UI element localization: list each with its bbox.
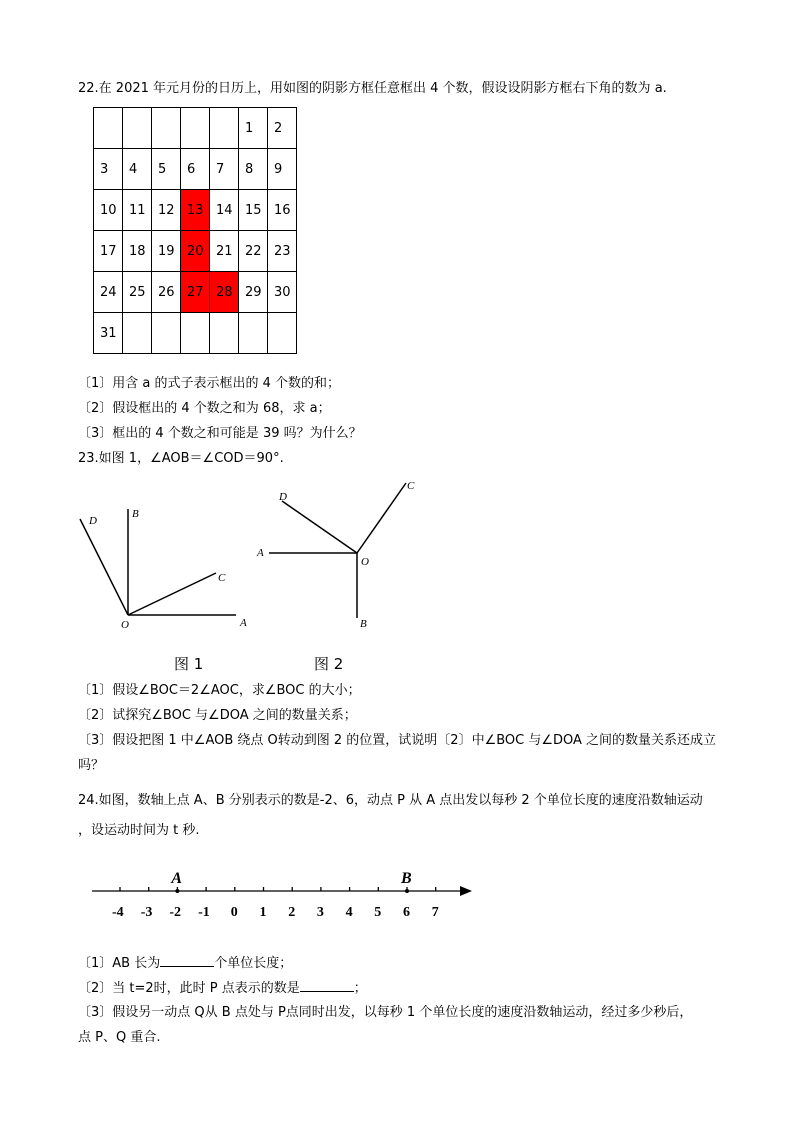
calendar-cell: 26 <box>152 272 181 313</box>
calendar-cell: 31 <box>94 313 123 354</box>
calendar-row <box>94 313 297 354</box>
calendar-cell: 6 <box>181 149 210 190</box>
fig2-label-b: B <box>360 618 367 630</box>
q24-part2-end: ； <box>353 981 367 996</box>
q24-stem-cont: ，设运动时间为 t 秒. <box>78 823 200 838</box>
q23-part3-cont: 吗？ <box>78 758 105 773</box>
tick-label: 4 <box>345 905 353 920</box>
figure-1 <box>60 495 270 640</box>
number-line <box>80 862 490 927</box>
answer-blank-1[interactable] <box>160 954 214 967</box>
ray-od <box>282 501 357 553</box>
calendar-cell <box>239 313 268 354</box>
calendar-cell: 28 <box>210 272 239 313</box>
calendar-cell <box>181 313 210 354</box>
figure-2-caption: 图 2 <box>314 655 344 673</box>
calendar-cell <box>123 108 152 149</box>
q24-part3-cont: 点 P、Q 重合. <box>78 1030 161 1045</box>
answer-blank-2[interactable] <box>300 979 354 992</box>
calendar-cell: 18 <box>123 231 152 272</box>
calendar-cell <box>210 313 239 354</box>
q24-part1 <box>78 954 292 973</box>
calendar-cell <box>152 108 181 149</box>
fig2-label-o: O <box>361 556 369 568</box>
calendar-cell: 13 <box>181 190 210 231</box>
point-a-dot <box>175 889 179 893</box>
q22-stem: 22.在 2021 年元月份的日历上，用如图的阴影方框任意框出 4 个数，假设设阴影方框右下角的数为 a. <box>78 81 667 96</box>
point-b-dot <box>405 889 409 893</box>
q22-part1: 〔1〕用含 a 的式子表示框出的 4 个数的和； <box>78 376 341 391</box>
calendar-cell <box>268 313 297 354</box>
q24-part2-text: 〔2〕当 t=2时，此时 P 点表示的数是 <box>78 981 300 996</box>
calendar-cell: 23 <box>268 231 297 272</box>
calendar-cell: 16 <box>268 190 297 231</box>
calendar-cell <box>152 313 181 354</box>
fig1-label-d: D <box>89 515 97 527</box>
calendar-cell: 20 <box>181 231 210 272</box>
calendar-cell: 12 <box>152 190 181 231</box>
calendar-cell: 25 <box>123 272 152 313</box>
fig2-label-d: D <box>279 491 287 503</box>
calendar-cell: 10 <box>94 190 123 231</box>
tick-label: 3 <box>316 905 324 920</box>
calendar-cell: 14 <box>210 190 239 231</box>
fig1-label-a: A <box>240 617 247 629</box>
calendar-cell: 1 <box>239 108 268 149</box>
calendar-cell: 30 <box>268 272 297 313</box>
calendar-cell: 2 <box>268 108 297 149</box>
calendar-cell: 17 <box>94 231 123 272</box>
tick-label: 1 <box>259 905 267 920</box>
calendar-row <box>94 231 297 272</box>
calendar-row <box>94 149 297 190</box>
tick-label: -4 <box>112 905 124 920</box>
calendar-table <box>93 107 297 354</box>
tick-label: 5 <box>374 905 382 920</box>
tick-label: -2 <box>169 905 182 920</box>
calendar-cell: 15 <box>239 190 268 231</box>
calendar-row <box>94 108 297 149</box>
q23-part2: 〔2〕试探究∠BOC 与∠DOA 之间的数量关系； <box>78 708 357 723</box>
fig1-label-b: B <box>132 508 139 520</box>
calendar-cell: 22 <box>239 231 268 272</box>
tick-label: -1 <box>198 905 210 920</box>
q23-part3: 〔3〕假设把图 1 中∠AOB 绕点 O转动到图 2 的位置，试说明〔2〕中∠BOC 与∠DOA 之间的数量关系还成立 <box>78 733 717 748</box>
q24-part1-text: 〔1〕AB 长为 <box>78 956 161 971</box>
calendar-row <box>94 272 297 313</box>
q24-part2 <box>78 979 367 998</box>
calendar-cell: 4 <box>123 149 152 190</box>
calendar-cell <box>123 313 152 354</box>
tick-label: -3 <box>140 905 153 920</box>
q24-part3: 〔3〕假设另一动点 Q从 B 点处与 P点同时出发，以每秒 1 个单位长度的速度沿数轴运动，经过多少秒后， <box>78 1005 693 1020</box>
ray-oc <box>357 483 406 553</box>
q23-stem: 23.如图 1，∠AOB＝∠COD＝90°. <box>78 451 284 466</box>
fig2-label-a: A <box>257 547 264 559</box>
ray-od <box>80 519 128 615</box>
q24-part1-unit: 个单位长度； <box>214 956 293 971</box>
calendar-cell <box>181 108 210 149</box>
q22-part2: 〔2〕假设框出的 4 个数之和为 68，求 a； <box>78 401 331 416</box>
calendar-cell: 24 <box>94 272 123 313</box>
figure-2 <box>250 475 430 635</box>
axis-arrow <box>460 886 472 896</box>
calendar-row <box>94 190 297 231</box>
q23-part1: 〔1〕假设∠BOC＝2∠AOC，求∠BOC 的大小； <box>78 683 361 698</box>
tick-label: 0 <box>230 905 238 920</box>
point-a-label: A <box>171 870 183 887</box>
point-b-label: B <box>401 870 412 887</box>
ray-oc <box>128 573 216 615</box>
calendar-cell: 7 <box>210 149 239 190</box>
calendar-cell: 5 <box>152 149 181 190</box>
calendar-cell: 29 <box>239 272 268 313</box>
calendar-cell: 3 <box>94 149 123 190</box>
calendar-cell: 9 <box>268 149 297 190</box>
calendar-cell: 11 <box>123 190 152 231</box>
fig1-label-c: C <box>218 572 226 584</box>
fig2-label-c: C <box>407 480 415 492</box>
tick-label: 6 <box>403 905 410 920</box>
calendar-cell: 27 <box>181 272 210 313</box>
calendar-cell: 19 <box>152 231 181 272</box>
tick-label: 2 <box>288 905 296 920</box>
calendar-cell <box>210 108 239 149</box>
q22-part3: 〔3〕框出的 4 个数之和可能是 39 吗？为什么？ <box>78 426 362 441</box>
tick-label: 7 <box>431 905 439 920</box>
fig1-label-o: O <box>121 619 129 631</box>
q24-stem: 24.如图，数轴上点 A、B 分别表示的数是-2、6，动点 P 从 A 点出发以每秒 2 个单位长度的速度沿数轴运动 <box>78 793 703 808</box>
calendar-cell: 8 <box>239 149 268 190</box>
calendar-cell: 21 <box>210 231 239 272</box>
calendar-cell <box>94 108 123 149</box>
figure-1-caption: 图 1 <box>174 655 204 673</box>
